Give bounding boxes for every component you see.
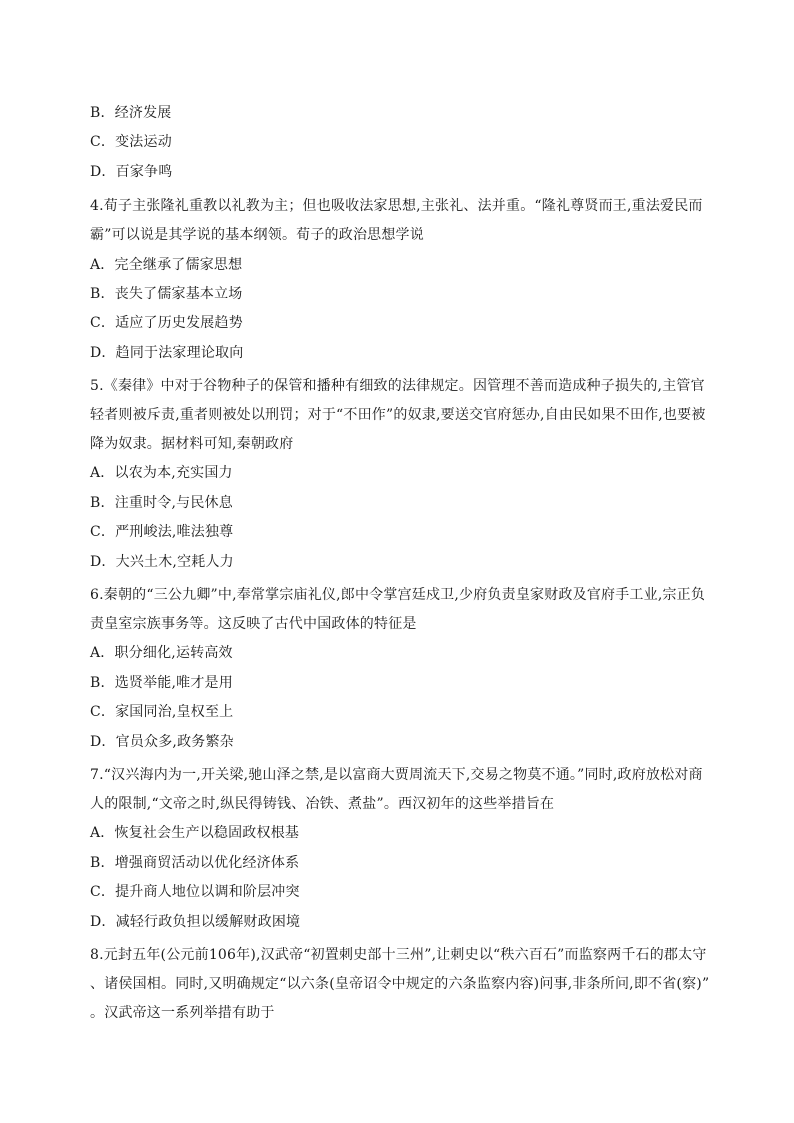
- question-stem-line: 降为奴隶。据材料可知,秦朝政府: [90, 436, 294, 452]
- option-line: D．官员众多,政务繁杂: [90, 734, 234, 750]
- option-line: B．丧失了儒家基本立场: [90, 286, 243, 302]
- option-line: B．选贤举能,唯才是用: [90, 675, 233, 691]
- option-line: C．变法运动: [90, 134, 172, 150]
- option-line: C．提升商人地位以调和阶层冲突: [90, 884, 300, 900]
- option-line: B．增强商贸活动以优化经济体系: [90, 855, 300, 871]
- option-line: B．经济发展: [90, 105, 172, 121]
- option-line: D．趋同于法家理论取向: [90, 345, 244, 361]
- question-stem-line: 7.“汉兴海内为一,开关梁,驰山泽之禁,是以富商大贾周流天下,交易之物莫不通。”同时,政府放松对商: [90, 767, 703, 783]
- question-stem-line: 、诸侯国相。同时,又明确规定“以六条(皇帝诏令中规定的六条监察内容)问事,非条所问,即不省(察)”: [90, 976, 710, 992]
- question-stem-line: 6.秦朝的“三公九卿”中,奉常掌宗庙礼仪,郎中令掌宫廷戍卫,少府负责皇家财政及官府手工业,宗正负: [90, 587, 706, 603]
- question-stem-line: 霸”可以说是其学说的基本纲领。荀子的政治思想学说: [90, 227, 424, 243]
- question-stem-line: 轻者则被斥责,重者则被处以刑罚；对于“不田作”的奴隶,要送交官府惩办,自由民如果不田作,也要被: [90, 407, 706, 423]
- option-line: D．百家争鸣: [90, 164, 173, 180]
- option-line: C．严刑峻法,唯法独尊: [90, 524, 234, 540]
- question-stem-line: 5.《秦律》中对于谷物种子的保管和播种有细致的法律规定。因管理不善而造成种子损失的,主管官: [90, 378, 705, 394]
- question-stem-line: 。汉武帝这一系列举措有助于: [90, 1005, 275, 1021]
- option-line: D．减轻行政负担以缓解财政困境: [90, 914, 301, 930]
- option-line: A．恢复社会生产以稳固政权根基: [90, 825, 300, 841]
- option-line: B．注重时令,与民休息: [90, 495, 233, 511]
- option-line: C．适应了历史发展趋势: [90, 315, 243, 331]
- question-stem-line: 4.荀子主张隆礼重教以礼教为主；但也吸收法家思想,主张礼、法并重。“隆礼尊贤而王,重法爱民而: [90, 198, 703, 214]
- question-stem-line: 责皇室宗族事务等。这反映了古代中国政体的特征是: [90, 616, 417, 632]
- option-line: D．大兴土木,空耗人力: [90, 554, 234, 570]
- question-stem-line: 8.元封五年(公元前106年),汉武帝“初置刺史部十三州”,让刺史以“秩六百石”而监察两千石的郡太守: [90, 947, 707, 963]
- question-stem-line: 人的限制,“文帝之时,纵民得铸钱、冶铁、煮盐”。西汉初年的这些举措旨在: [90, 796, 555, 812]
- option-line: A．职分细化,运转高效: [90, 645, 233, 661]
- option-line: A．以农为本,充实国力: [90, 465, 233, 481]
- option-line: A．完全继承了儒家思想: [90, 257, 243, 273]
- option-line: C．家国同治,皇权至上: [90, 704, 234, 720]
